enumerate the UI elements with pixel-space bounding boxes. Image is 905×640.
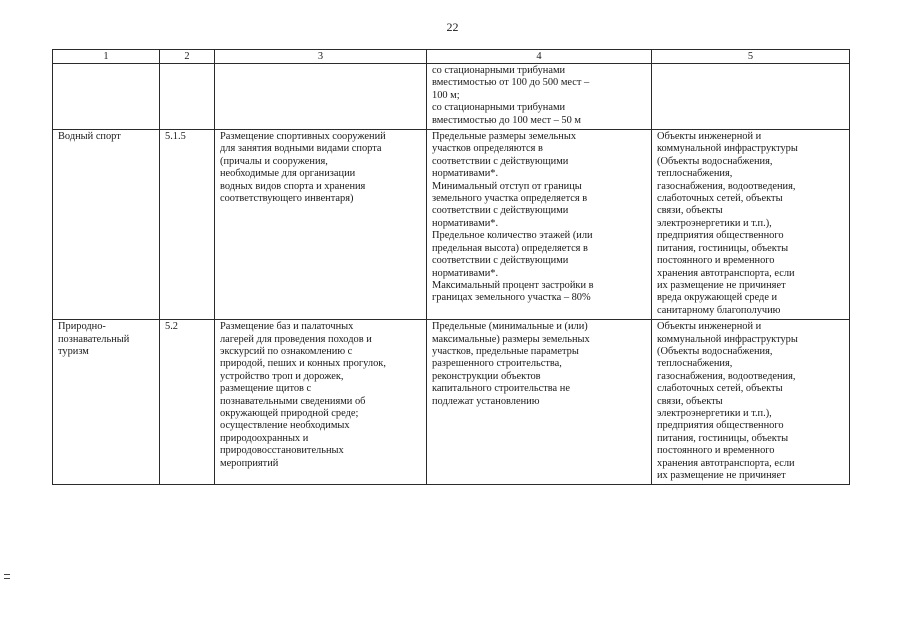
cell-text-line: Размещение баз и палаточных — [220, 321, 354, 333]
cell-text-line: природовосстановительных — [220, 445, 344, 457]
auxiliary-uses-cell — [652, 320, 850, 485]
cell-text-line: нормативами*. — [432, 168, 499, 180]
cell-text-line: окружающей природной среде; — [220, 407, 359, 419]
cell-text-line: разрешенного строительства, — [432, 358, 562, 370]
cell-text-line: вместимостью от 100 до 500 мест – — [432, 77, 590, 89]
cell-text-line: электроэнергетики и т.п.), — [657, 407, 772, 419]
cell-text-line: со стационарными трибунами — [432, 102, 566, 114]
cell-text-line: санитарному благополучию — [657, 304, 781, 316]
cell-text-line: необходимые для организации — [220, 168, 356, 180]
cell-text-line: питания, гостиницы, объекты — [657, 432, 789, 444]
use-name-cell — [53, 64, 160, 130]
cell-text-line: (Объекты водоснабжения, — [657, 155, 773, 167]
cell-text-line: Минимальный отступ от границы — [432, 180, 582, 192]
header-col-3: 3 — [215, 50, 427, 64]
cell-text-line: питания, гостиницы, объекты — [657, 242, 789, 254]
cell-text-line: водных видов спорта и хранения — [220, 180, 366, 192]
cell-text-line: соответствии с действующими — [432, 205, 569, 217]
cell-text-line: лагерей для проведения походов и — [220, 333, 372, 345]
cell-text-line: нормативами*. — [432, 267, 499, 279]
use-parameters-cell — [427, 64, 652, 130]
cell-text-line: предприятия общественного — [657, 420, 784, 432]
cell-text-line: для занятия водными видами спорта — [220, 143, 382, 155]
cell-text-line: коммунальной инфраструктуры — [657, 333, 798, 345]
use-code-cell — [160, 320, 215, 485]
cell-text-line: туризм — [58, 345, 89, 357]
cell-text-line: Размещение спортивных сооружений — [220, 131, 386, 143]
cell-text-line: теплоснабжения, — [657, 358, 733, 370]
cell-text-line: земельного участка определяется в — [432, 193, 588, 205]
cell-text-line: размещение щитов с — [220, 383, 312, 395]
land-use-table — [52, 49, 850, 485]
cell-text-line: хранения автотранспорта, если — [657, 457, 795, 469]
header-row — [53, 50, 850, 64]
cell-text-line: 100 м; — [432, 89, 460, 101]
cell-text-line: хранения автотранспорта, если — [657, 267, 795, 279]
use-code-cell — [160, 130, 215, 320]
cell-text-line: их размещение не причиняет — [657, 470, 786, 481]
header-col-1: 1 — [53, 50, 160, 64]
cell-text-line: соответствии с действующими — [432, 255, 569, 267]
cell-text-line: соответствии с действующими — [432, 155, 569, 167]
cell-text-line: коммунальной инфраструктуры — [657, 143, 798, 155]
cell-text-line: максимальные) размеры земельных — [432, 333, 590, 345]
margin-mark — [4, 574, 10, 575]
cell-text-line: природой, пеших и конных прогулок, — [220, 358, 386, 370]
cell-text-line: участков, предельные параметры — [432, 345, 579, 357]
cell-text-line: связи, объекты — [657, 205, 723, 217]
cell-text-line: реконструкции объектов — [432, 370, 541, 382]
use-code-cell — [160, 64, 215, 130]
use-parameters-cell — [427, 320, 652, 485]
cell-text-line: 5.1.5 — [165, 131, 186, 143]
auxiliary-uses-cell — [652, 130, 850, 320]
cell-text-line: 5.2 — [165, 321, 178, 333]
cell-text-line: слаботочных сетей, объекты — [657, 193, 783, 205]
cell-text-line: капитального строительства не — [432, 383, 570, 395]
cell-text-line: связи, объекты — [657, 395, 723, 407]
cell-text-line: слаботочных сетей, объекты — [657, 383, 783, 395]
cell-text-line: Водный спорт — [58, 131, 121, 143]
cell-text-line: их размещение не причиняет — [657, 279, 786, 291]
header-col-5: 5 — [652, 50, 850, 64]
cell-text-line: Предельные размеры земельных — [432, 131, 577, 143]
cell-text-line: Предельное количество этажей (или — [432, 230, 593, 242]
cell-text-line: Природно- — [58, 321, 106, 333]
use-name-cell — [53, 320, 160, 485]
cell-text-line: теплоснабжения, — [657, 168, 733, 180]
cell-text-line: постоянного и временного — [657, 255, 775, 267]
cell-text-line: Объекты инженерной и — [657, 321, 762, 333]
page-number: 22 — [446, 20, 459, 34]
cell-text-line: мероприятий — [220, 457, 279, 469]
table-row — [53, 320, 850, 485]
use-parameters-cell — [427, 130, 652, 320]
cell-text-line: Максимальный процент застройки в — [432, 279, 594, 291]
cell-text-line: электроэнергетики и т.п.), — [657, 217, 772, 229]
table-row — [53, 64, 850, 130]
cell-text-line: газоснабжения, водоотведения, — [657, 180, 796, 192]
use-description-cell — [215, 320, 427, 485]
cell-text-line: осуществление необходимых — [220, 420, 350, 432]
margin-mark — [4, 578, 10, 579]
use-name-cell — [53, 130, 160, 320]
cell-text-line: нормативами*. — [432, 217, 499, 229]
cell-text-line: Предельные (минимальные и (или) — [432, 321, 588, 333]
cell-text-line: природоохранных и — [220, 432, 309, 444]
cell-text-line: (Объекты водоснабжения, — [657, 345, 773, 357]
cell-text-line: соответствующего инвентаря) — [220, 193, 354, 205]
cell-text-line: границах земельного участка – 80% — [432, 292, 591, 304]
cell-text-line: (причалы и сооружения, — [220, 155, 328, 167]
cell-text-line: подлежат установлению — [432, 395, 540, 407]
cell-text-line: познавательными сведениями об — [220, 395, 366, 407]
cell-text-line: вреда окружающей среде и — [657, 292, 778, 304]
cell-text-line: участков определяются в — [432, 143, 543, 155]
cell-text-line: вместимостью до 100 мест – 50 м — [432, 114, 581, 126]
header-col-2: 2 — [160, 50, 215, 64]
cell-text-line: Объекты инженерной и — [657, 131, 762, 143]
cell-text-line: постоянного и временного — [657, 445, 775, 457]
cell-text-line: газоснабжения, водоотведения, — [657, 370, 796, 382]
header-col-4: 4 — [427, 50, 652, 64]
cell-text-line: предельная высота) определяется в — [432, 242, 588, 254]
cell-text-line: познавательный — [58, 333, 130, 345]
auxiliary-uses-cell — [652, 64, 850, 130]
table-row — [53, 130, 850, 320]
use-description-cell — [215, 64, 427, 130]
use-description-cell — [215, 130, 427, 320]
cell-text-line: устройство троп и дорожек, — [220, 370, 344, 382]
cell-text-line: экскурсий по ознакомлению с — [220, 345, 353, 357]
cell-text-line: со стационарными трибунами — [432, 65, 566, 76]
cell-text-line: предприятия общественного — [657, 230, 784, 242]
